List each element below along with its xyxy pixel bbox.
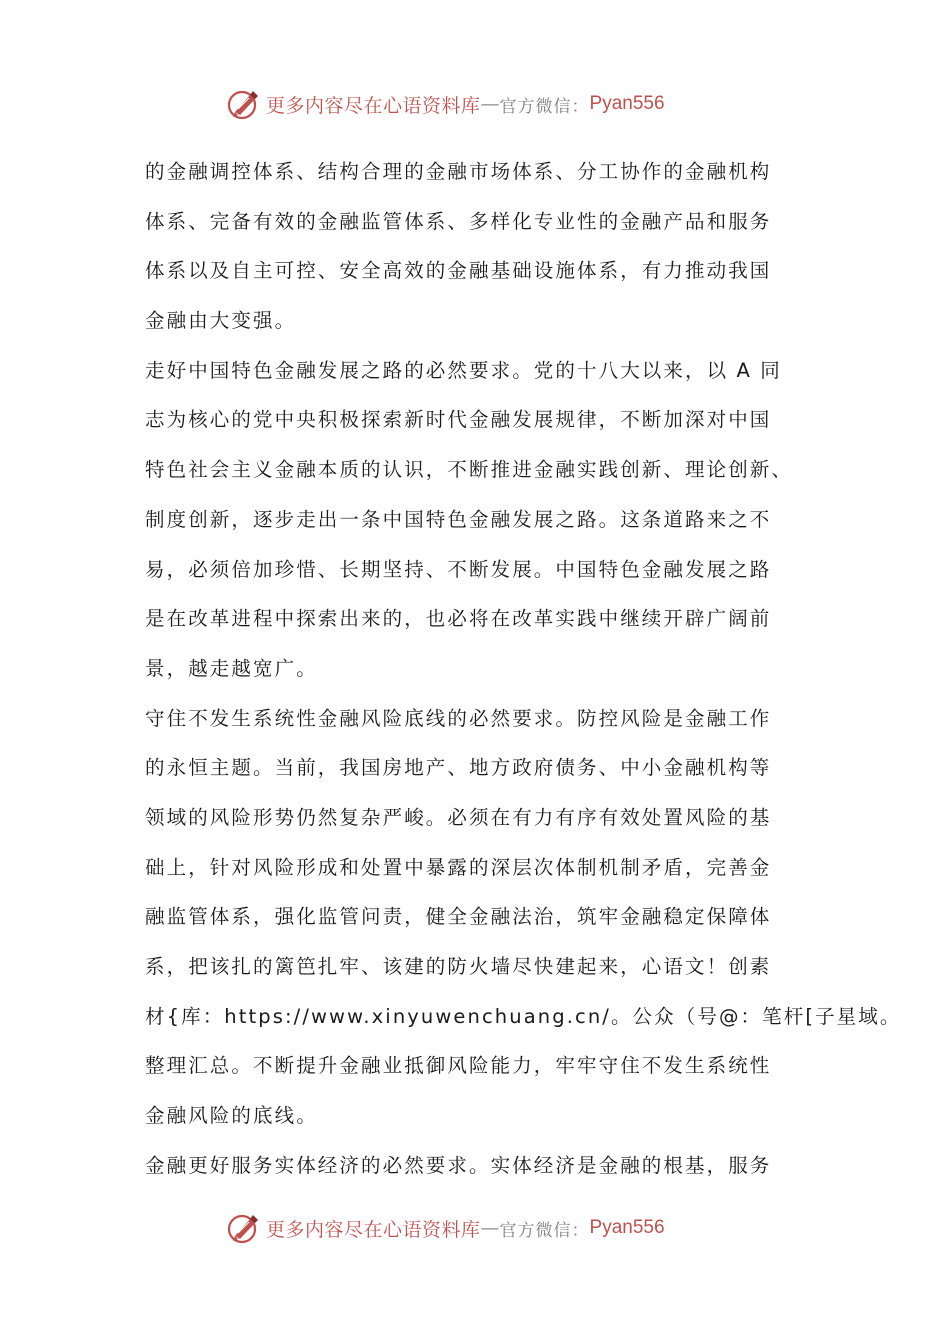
- text-line: 景，越走越宽广。: [145, 656, 318, 680]
- text-line: 融监管体系，强化监管问责，健全金融法治，筑牢金融稳定保障体: [145, 905, 772, 929]
- banner-dash: —: [480, 93, 500, 115]
- pen-logo-icon: [226, 86, 262, 122]
- text-line: 础上，针对风险形成和处置中暴露的深层次体制机制矛盾，完善金: [145, 855, 772, 879]
- footer-banner: [226, 1208, 746, 1248]
- text-line: 守住不发生系统性金融风险底线的必然要求。防控风险是金融工作: [145, 706, 772, 730]
- text-line: 特色社会主义金融本质的认识，不断推进金融实践创新、理论创新、: [145, 458, 794, 482]
- pen-logo-icon: [226, 1210, 262, 1246]
- banner-wechat-id: Pyan556: [589, 1217, 665, 1238]
- text-line: 金融由大变强。: [145, 309, 297, 333]
- text-line: 制度创新，逐步走出一条中国特色金融发展之路。这条道路来之不: [145, 507, 772, 531]
- banner-main-text: 更多内容尽在心语资料库: [266, 94, 481, 117]
- text-line: 整理汇总。不断提升金融业抵御风险能力，牢牢守住不发生系统性: [145, 1054, 772, 1078]
- banner-main-text: 更多内容尽在心语资料库: [266, 1218, 481, 1241]
- text-line: 体系、完备有效的金融监管体系、多样化专业性的金融产品和服务: [145, 209, 772, 233]
- banner-wechat-label: 官方微信：: [499, 1220, 590, 1241]
- document-body: [145, 147, 902, 1190]
- text-line: 系，把该扎的篱笆扎牢、该建的防火墙尽快建起来，心语文！创素: [145, 955, 772, 978]
- banner-wechat-id: Pyan556: [589, 93, 665, 114]
- text-line: 金融风险的底线。: [145, 1104, 318, 1128]
- text-line: 体系以及自主可控、安全高效的金融基础设施体系，有力推动我国: [145, 259, 772, 283]
- text-line: 金融更好服务实体经济的必然要求。实体经济是金融的根基，服务: [145, 1153, 772, 1177]
- text-line-with-url: 材{库：https://www.xinyuwenchuang.cn/。公众（号@：笔杆[子星域。: [145, 1004, 902, 1028]
- banner-dash: —: [480, 1217, 500, 1239]
- text-line: 领域的风险形势仍然复杂严峻。必须在有力有序有效处置风险的基: [145, 805, 772, 829]
- text-line: 的金融调控体系、结构合理的金融市场体系、分工协作的金融机构: [145, 160, 772, 183]
- text-line: 走好中国特色金融发展之路的必然要求。党的十八大以来，以 A 同: [145, 358, 782, 382]
- text-line: 志为核心的党中央积极探索新时代金融发展规律，不断加深对中国: [145, 408, 772, 432]
- text-line: 的永恒主题。当前，我国房地产、地方政府债务、中小金融机构等: [145, 756, 772, 780]
- header-banner: [226, 84, 746, 124]
- text-line: 易，必须倍加珍惜、长期坚持、不断发展。中国特色金融发展之路: [145, 557, 772, 581]
- text-line: 是在改革进程中探索出来的，也必将在改革实践中继续开辟广阔前: [145, 607, 772, 631]
- banner-wechat-label: 官方微信：: [499, 96, 590, 117]
